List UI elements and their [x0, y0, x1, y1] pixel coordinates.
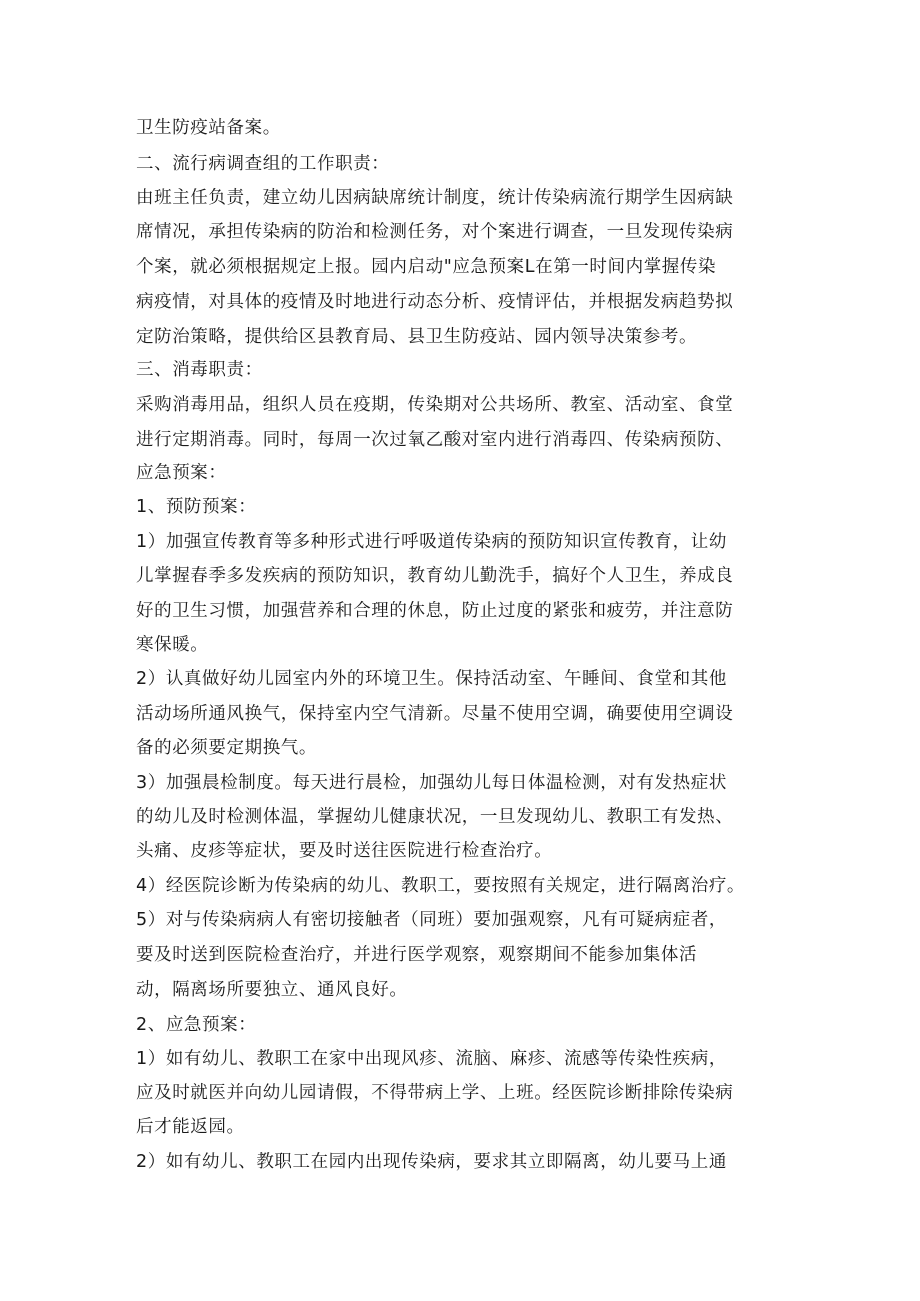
- text-line: 2）如有幼儿、教职工在园内出现传染病，要求其立即隔离，幼儿要马上通: [136, 1152, 727, 1172]
- text-line: 病疫情，对具体的疫情及时地进行动态分析、疫情评估，并根据发病趋势拟: [136, 292, 734, 312]
- text-line: 个案，就必须根据规定上报。园内启动"应急预案L在第一时间内掌握传染: [136, 257, 717, 277]
- text-line: 好的卫生习惯，加强营养和合理的休息，防止过度的紧张和疲劳，并注意防: [136, 601, 734, 621]
- subsection-heading: 2、应急预案：: [136, 1015, 257, 1035]
- text-line: 3）加强晨检制度。每天进行晨检，加强幼儿每日体温检测，对有发热症状: [136, 773, 727, 793]
- text-line: 应及时就医并向幼儿园请假，不得带病上学、上班。经医院诊断排除传染病: [136, 1083, 734, 1103]
- text-line: 卫生防疫站备案。: [136, 118, 281, 138]
- text-line: 备的必须要定期换气。: [136, 738, 317, 758]
- text-line: 要及时送到医院检查治疗，并进行医学观察，观察期间不能参加集体活: [136, 945, 698, 965]
- text-line: 后才能返园。: [136, 1117, 245, 1137]
- text-line: 儿掌握春季多发疾病的预防知识，教育幼儿勤洗手，搞好个人卫生，养成良: [136, 566, 734, 586]
- text-line: 头痛、皮疹等症状，要及时送往医院进行检查治疗。: [136, 841, 553, 861]
- text-line: 的幼儿及时检测体温，掌握幼儿健康状况，一旦发现幼儿、教职工有发热、: [136, 807, 734, 827]
- text-line: 采购消毒用品，组织人员在疫期，传染期对公共场所、教室、活动室、食堂: [136, 395, 734, 415]
- text-line: 寒保暖。: [136, 635, 209, 655]
- text-line: 定防治策略，提供给区县教育局、县卫生防疫站、园内领导决策参考。: [136, 327, 698, 347]
- section-heading: 三、消毒职责：: [136, 360, 263, 380]
- text-line: 5）对与传染病病人有密切接触者（同班）要加强观察，凡有可疑病症者，: [136, 910, 727, 930]
- text-line: 2）认真做好幼儿园室内外的环境卫生。保持活动室、午睡间、食堂和其他: [136, 669, 727, 689]
- text-line: 席情况，承担传染病的防治和检测任务，对个案进行调查，一旦发现传染病: [136, 222, 734, 242]
- text-line: 1）如有幼儿、教职工在家中出现风疹、流脑、麻疹、流感等传染性疾病，: [136, 1049, 727, 1069]
- text-line: 1）加强宣传教育等多种形式进行呼吸道传染病的预防知识宣传教育，让幼: [136, 532, 727, 552]
- text-line: 4）经医院诊断为传染病的幼儿、教职工，要按照有关规定，进行隔离治疗。: [136, 876, 746, 896]
- text-line: 由班主任负责，建立幼儿因病缺席统计制度，统计传染病流行期学生因病缺: [136, 188, 734, 208]
- text-line: 进行定期消毒。同时，每周一次过氧乙酸对室内进行消毒四、传染病预防、: [136, 430, 734, 450]
- text-line: 动，隔离场所要独立、通风良好。: [136, 980, 408, 1000]
- section-heading: 二、流行病调查组的工作职责：: [136, 154, 390, 174]
- text-line: 活动场所通风换气，保持室内空气清新。尽量不使用空调，确要使用空调设: [136, 704, 734, 724]
- subsection-heading: 1、预防预案：: [136, 497, 257, 517]
- text-line: 应急预案：: [136, 463, 227, 483]
